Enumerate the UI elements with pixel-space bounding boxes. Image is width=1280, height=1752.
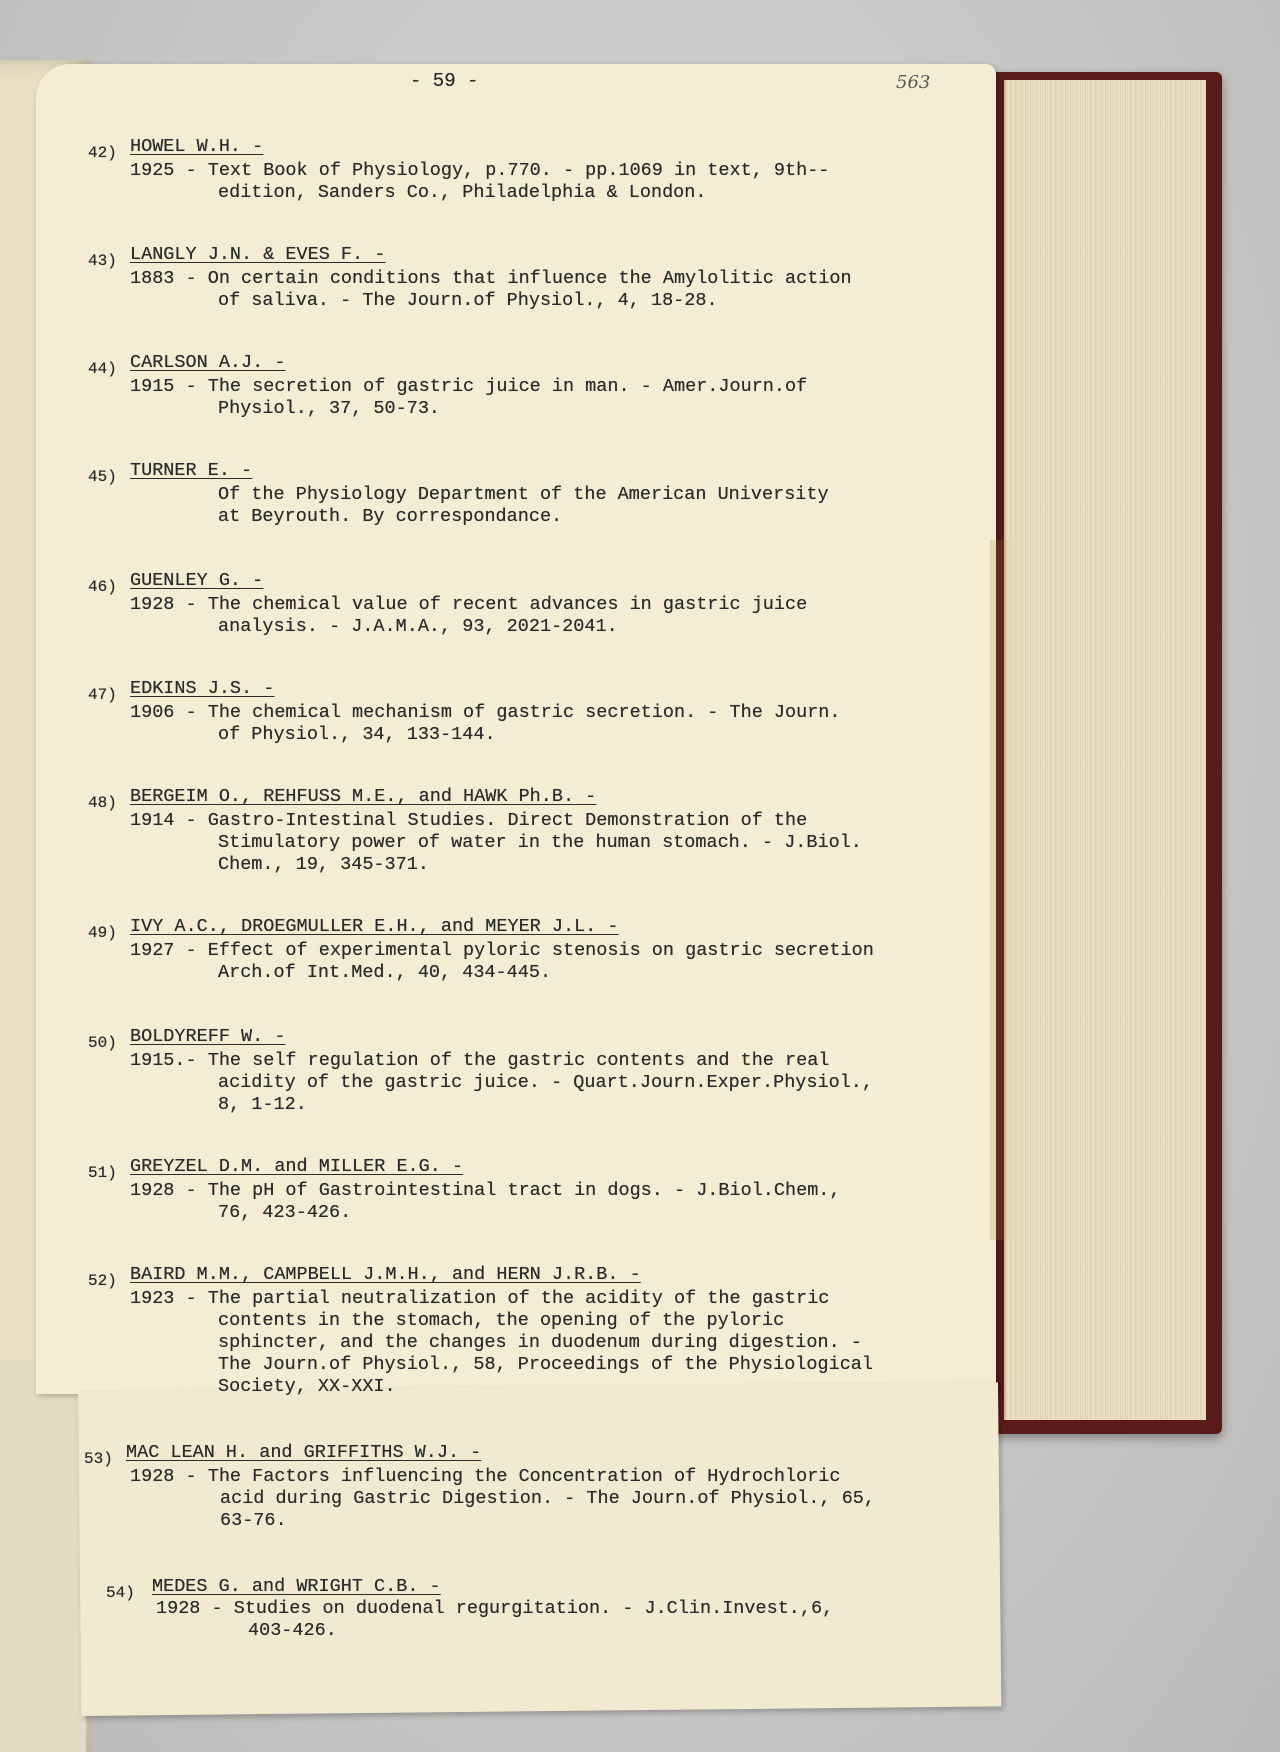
left-page-lower: [0, 1360, 86, 1752]
reference-line: Society, XX-XXI.: [218, 1376, 396, 1397]
reference-line: acidity of the gastric juice. - Quart.Journ.Exper.Physiol.,: [218, 1072, 874, 1093]
reference-line: 1923 - The partial neutralization of the acidity of the gastric: [130, 1288, 830, 1309]
reference-number: 49): [88, 924, 117, 942]
reference-line: 1927 - Effect of experimental pyloric stenosis on gastric secretion: [130, 940, 874, 961]
reference-authors: CARLSON A.J. -: [130, 352, 286, 373]
reference-authors: TURNER E. -: [130, 460, 253, 481]
reference-line: Stimulatory power of water in the human stomach. - J.Biol.: [218, 832, 862, 853]
reference-authors: MEDES G. and WRIGHT C.B. -: [152, 1576, 441, 1597]
reference-number: 43): [88, 252, 117, 270]
reference-authors: LANGLY J.N. & EVES F. -: [130, 244, 386, 265]
reference-authors: MAC LEAN H. and GRIFFITHS W.J. -: [126, 1442, 482, 1463]
reference-number: 53): [84, 1450, 113, 1468]
page-stain: [990, 540, 1014, 1240]
reference-number: 52): [88, 1272, 117, 1290]
reference-number: 54): [106, 1584, 135, 1602]
reference-line: 76, 423-426.: [218, 1202, 352, 1223]
reference-line: 1928 - The pH of Gastrointestinal tract in dogs. - J.Biol.Chem.,: [130, 1180, 841, 1201]
reference-line: Arch.of Int.Med., 40, 434-445.: [218, 962, 552, 983]
reference-line: 1928 - The Factors influencing the Concentration of Hydrochloric: [130, 1466, 841, 1487]
reference-line: 1915 - The secretion of gastric juice in man. - Amer.Journ.of: [130, 376, 808, 397]
reference-line: sphincter, and the changes in duodenum during digestion. -: [218, 1332, 862, 1353]
reference-line: Physiol., 37, 50-73.: [218, 398, 441, 419]
reference-number: 45): [88, 468, 117, 486]
reference-line: 63-76.: [220, 1510, 287, 1531]
reference-authors: GUENLEY G. -: [130, 570, 264, 591]
reference-authors: EDKINS J.S. -: [130, 678, 275, 699]
page-edges: [1004, 80, 1206, 1420]
reference-line: contents in the stomach, the opening of the pyloric: [218, 1310, 785, 1331]
reference-line: 1883 - On certain conditions that influence the Amylolitic action: [130, 268, 852, 289]
reference-line: 1915.- The self regulation of the gastric contents and the real: [130, 1050, 830, 1071]
reference-line: 1928 - Studies on duodenal regurgitation. - J.Clin.Invest.,6,: [156, 1598, 834, 1619]
reference-authors: BOLDYREFF W. -: [130, 1026, 286, 1047]
reference-line: of saliva. - The Journ.of Physiol., 4, 18-28.: [218, 290, 718, 311]
reference-number: 51): [88, 1164, 117, 1182]
pasted-slip: [78, 1382, 1001, 1716]
reference-line: at Beyrouth. By correspondance.: [218, 506, 563, 527]
reference-number: 42): [88, 144, 117, 162]
reference-line: 1928 - The chemical value of recent advances in gastric juice: [130, 594, 808, 615]
reference-line: 1925 - Text Book of Physiology, p.770. - pp.1069 in text, 9th--: [130, 160, 830, 181]
reference-line: The Journ.of Physiol., 58, Proceedings of the Physiological: [218, 1354, 874, 1375]
reference-line: Chem., 19, 345-371.: [218, 854, 429, 875]
page-number: - 59 -: [410, 70, 479, 92]
reference-number: 44): [88, 360, 117, 378]
reference-authors: HOWEL W.H. -: [130, 136, 264, 157]
reference-line: edition, Sanders Co., Philadelphia & London.: [218, 182, 707, 203]
reference-authors: GREYZEL D.M. and MILLER E.G. -: [130, 1156, 464, 1177]
reference-line: 403-426.: [248, 1620, 337, 1641]
reference-line: 1906 - The chemical mechanism of gastric secretion. - The Journ.: [130, 702, 841, 723]
reference-authors: IVY A.C., DROEGMULLER E.H., and MEYER J.L. -: [130, 916, 619, 937]
reference-authors: BAIRD M.M., CAMPBELL J.M.H., and HERN J.R.B. -: [130, 1264, 641, 1285]
reference-number: 48): [88, 794, 117, 812]
reference-line: of Physiol., 34, 133-144.: [218, 724, 496, 745]
reference-authors: BERGEIM O., REHFUSS M.E., and HAWK Ph.B. -: [130, 786, 597, 807]
reference-number: 50): [88, 1034, 117, 1052]
reference-line: Of the Physiology Department of the American University: [218, 484, 829, 505]
reference-number: 47): [88, 686, 117, 704]
reference-line: acid during Gastric Digestion. - The Journ.of Physiol., 65,: [220, 1488, 876, 1509]
reference-line: analysis. - J.A.M.A., 93, 2021-2041.: [218, 616, 618, 637]
reference-line: 8, 1-12.: [218, 1094, 307, 1115]
reference-number: 46): [88, 578, 117, 596]
reference-line: 1914 - Gastro-Intestinal Studies. Direct Demonstration of the: [130, 810, 808, 831]
handwritten-page-number: 563: [896, 72, 931, 93]
